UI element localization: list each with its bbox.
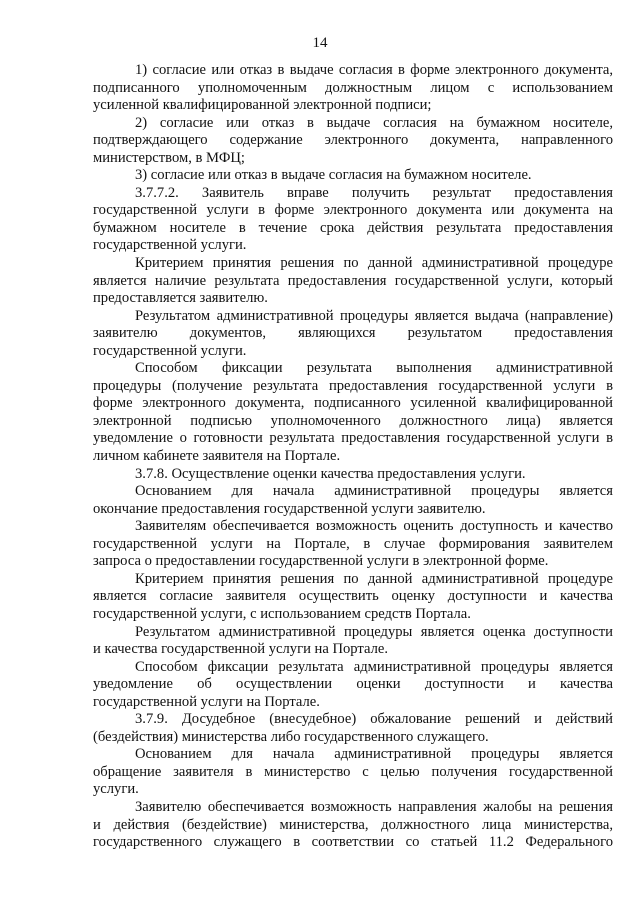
text-line: услуги. — [93, 781, 139, 798]
text-line: уведомление о готовности результата предоставления государственной услуги в — [93, 430, 613, 447]
text-line: (бездействия) министерства либо государственного служащего. — [93, 728, 489, 745]
text-line: личном кабинете заявителя на Портале. — [93, 448, 341, 465]
text-line: Основанием для начала административной процедуры является — [135, 483, 613, 500]
text-line: Критерием принятия решения по данной административной процедуре — [135, 570, 613, 587]
text-line: Результатом административной процедуры является оценка доступности — [135, 623, 613, 640]
text-line: процедуры (получение результата предоставления государственной услуги в — [93, 377, 613, 394]
text-line: Способом фиксации результата административной процедуры является — [135, 658, 613, 675]
text-line: 2) согласие или отказ в выдаче согласия на бумажном носителе, — [135, 114, 613, 131]
text-line: предоставляется заявителю. — [93, 290, 268, 307]
paragraph — [93, 624, 613, 659]
text-line: электронной подписью уполномоченного должностного лица) является — [93, 412, 613, 429]
text-line: государственного служащего в соответствии со статьей 11.2 Федерального — [93, 834, 613, 851]
page-number: 14 — [312, 35, 328, 51]
text-line: и действия (бездействие) министерства, должностного лица министерства, — [93, 816, 613, 833]
text-line: бумажном носителе в течение срока действия результата предоставления — [93, 219, 613, 236]
paragraph — [93, 746, 613, 799]
text-line: 3) согласие или отказ в выдаче согласия на бумажном носителе. — [135, 167, 532, 184]
paragraph — [93, 466, 613, 484]
text-line: 3.7.8. Осуществление оценки качества предоставления услуги. — [135, 465, 526, 482]
text-line: 1) согласие или отказ в выдаче согласия в форме электронного документа, — [135, 62, 613, 78]
text-line: Результатом административной процедуры является выдача (направление) — [135, 307, 613, 324]
paragraph — [93, 360, 613, 465]
text-line: обращение заявителя в министерство с целью получения государственной — [93, 763, 613, 780]
text-line: Заявителям обеспечивается возможность оценить доступность и качество — [135, 518, 613, 535]
text-line: государственной услуги, с использованием средств Портала. — [93, 605, 471, 622]
paragraph — [93, 659, 613, 712]
paragraph — [93, 711, 613, 746]
paragraph — [93, 571, 613, 624]
text-line: является согласие заявителя осуществить оценку доступности и качества — [93, 588, 613, 605]
text-line: министерством, в МФЦ; — [93, 149, 245, 166]
text-line: государственной услуги. — [93, 342, 247, 359]
text-line: окончание предоставления государственной услуги заявителю. — [93, 500, 486, 517]
paragraph — [93, 799, 613, 852]
paragraph — [93, 167, 613, 185]
text-line: государственной услуги на Портале. — [93, 693, 320, 710]
text-line: Заявителю обеспечивается возможность направления жалобы на решения — [135, 798, 613, 815]
text-line: заявителю документов, являющихся результатом предоставления — [93, 325, 613, 342]
text-line: подтверждающего содержание электронного документа, направленного — [93, 132, 613, 149]
text-line: 3.7.9. Досудебное (внесудебное) обжалование решений и действий — [135, 711, 613, 728]
text-line: форме электронного документа, подписанного усиленной квалифицированной — [93, 395, 613, 412]
text-line: государственной услуги. — [93, 237, 247, 254]
text-line: Основанием для начала административной процедуры является — [135, 746, 613, 763]
text-line: подписанного уполномоченным должностным лицом с использованием — [93, 79, 613, 96]
text-line: Способом фиксации результата выполнения административной — [135, 360, 613, 377]
text-line: государственной услуги в форме электронного документа или документа на — [93, 202, 613, 219]
text-line: государственной услуги на Портале, в случае формирования заявителем — [93, 535, 613, 552]
paragraph — [93, 115, 613, 168]
paragraph — [93, 255, 613, 308]
paragraph — [93, 308, 613, 361]
paragraph — [93, 185, 613, 255]
paragraph — [93, 518, 613, 571]
paragraph — [93, 483, 613, 518]
text-line: уведомление об осуществлении оценки доступности и качества — [93, 676, 613, 693]
text-line: запроса о предоставлении государственной услуги в электронной форме. — [93, 553, 549, 570]
text-line: и качества государственной услуги на Портале. — [93, 641, 388, 658]
document-body — [93, 62, 613, 852]
text-line: является наличие результата предоставления государственной услуги, который — [93, 272, 613, 289]
text-line: усиленной квалифицированной электронной подписи; — [93, 97, 432, 114]
text-line: Критерием принятия решения по данной административной процедуре — [135, 255, 613, 272]
paragraph — [93, 62, 613, 115]
text-line: 3.7.7.2. Заявитель вправе получить результат предоставления — [135, 184, 613, 201]
